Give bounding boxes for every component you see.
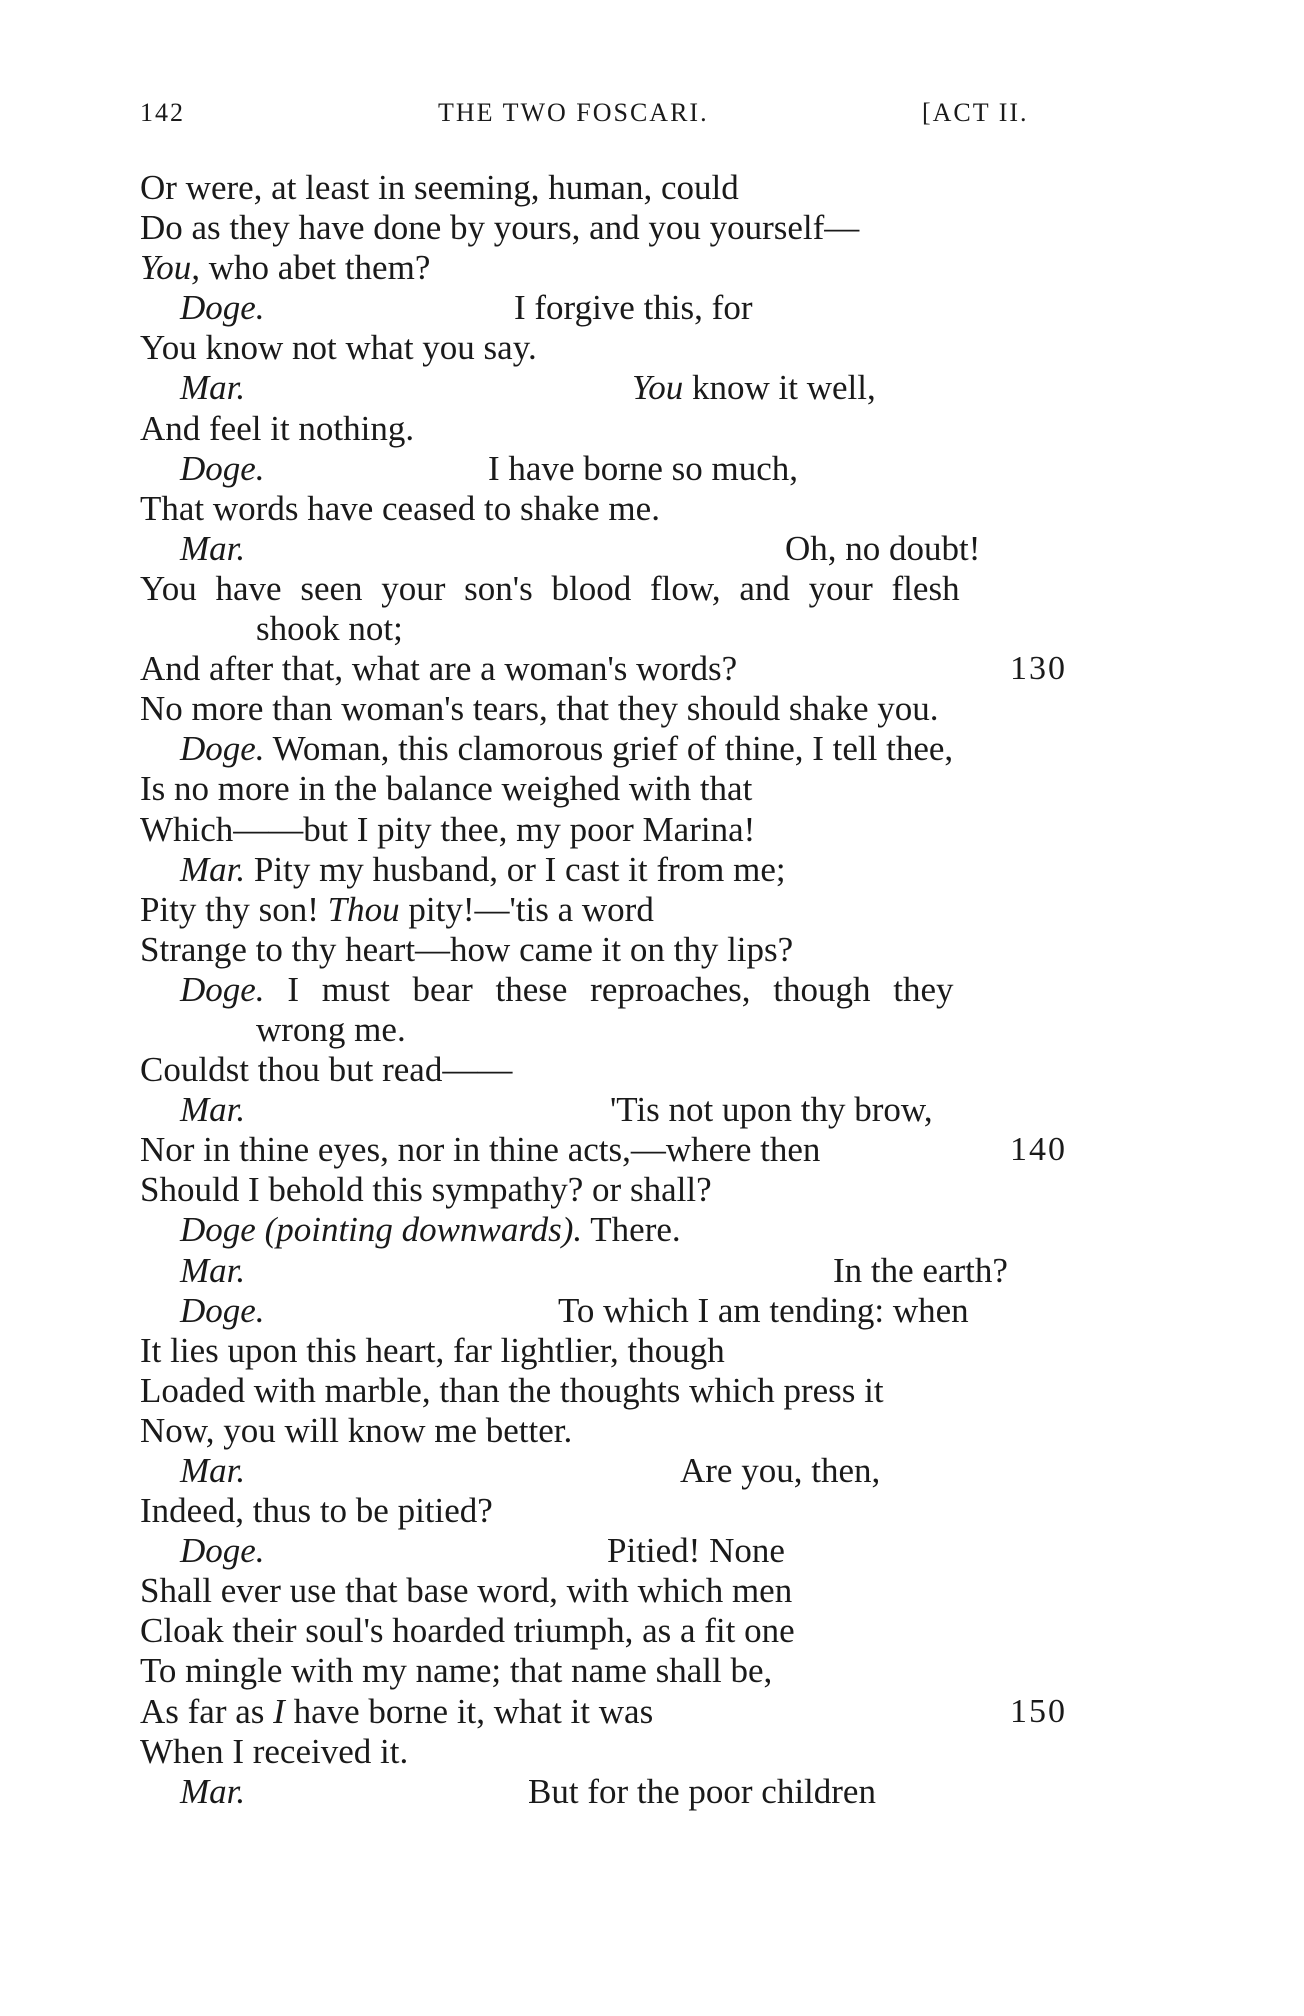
verse-text-span: have borne it, what it was <box>284 1691 654 1731</box>
verse-text-span: And after that, what are a woman's words? <box>140 649 738 689</box>
speech-text: Woman, this clamorous grief of thine, I tell thee, <box>264 729 954 769</box>
speaker-doge: Doge <box>180 1210 256 1250</box>
speaker-doge: Doge. <box>180 448 265 488</box>
speech-line <box>140 1451 1070 1491</box>
emphasis: Thou <box>327 889 400 929</box>
speaker-marina: Mar. <box>180 1771 246 1811</box>
verse-line <box>140 248 1070 288</box>
emphasis: I <box>273 1691 285 1731</box>
verse-text-span: Pity thy son! <box>140 889 328 929</box>
verse-text <box>140 168 1070 1812</box>
verse-line <box>140 890 1070 930</box>
verse-line <box>140 1692 1070 1732</box>
speaker-doge: Doge. <box>180 288 265 328</box>
speaker-marina: Mar. <box>180 1250 246 1290</box>
verse-line: When I received it. <box>140 1731 409 1771</box>
speech-text: 'Tis not upon thy brow, <box>610 1090 933 1130</box>
speech-text: I forgive this, for <box>514 288 753 328</box>
act-label: [ACT II. <box>922 98 1029 127</box>
verse-line: That words have ceased to shake me. <box>140 488 660 528</box>
speaker-marina: Mar. <box>180 849 246 889</box>
speech-line <box>140 1531 1070 1571</box>
verse-text-span: who abet them? <box>200 248 431 288</box>
verse-line: Is no more in the balance weighed with that <box>140 769 753 809</box>
speaker-marina: Mar. <box>180 1090 246 1130</box>
verse-line: And feel it nothing. <box>140 408 415 448</box>
verse-line <box>140 1130 1070 1170</box>
verse-line: You have seen your son's blood flow, and your flesh <box>140 568 960 608</box>
speaker-marina: Mar. <box>180 1451 246 1490</box>
verse-text-span: pity!—'tis a word <box>399 889 654 929</box>
verse-line: To mingle with my name; that name shall be, <box>140 1651 773 1691</box>
speech-text: To which I am tending: when <box>558 1290 969 1330</box>
page-number: 142 <box>140 98 185 127</box>
stage-direction: (pointing downwards). <box>255 1210 583 1250</box>
speech-line <box>140 1090 1070 1130</box>
verse-line-continued: wrong me. <box>256 1009 406 1049</box>
speaker-doge: Doge. <box>180 969 265 1009</box>
speaker-marina: Mar. <box>180 368 246 408</box>
verse-line: Couldst thou but read—— <box>140 1050 513 1090</box>
speech-line <box>140 449 1070 489</box>
verse-line: Should I behold this sympathy? or shall? <box>140 1170 712 1210</box>
verse-line <box>140 649 1070 689</box>
verse-line: Do as they have done by yours, and you yourself— <box>140 208 860 248</box>
speech-line <box>140 1772 1070 1812</box>
speaker-doge: Doge. <box>180 1531 265 1571</box>
verse-line: You know not what you say. <box>140 328 537 368</box>
verse-line-continued: shook not; <box>256 609 403 649</box>
speech-line <box>140 288 1070 328</box>
verse-line: Cloak their soul's hoarded triumph, as a fit one <box>140 1611 795 1651</box>
verse-line: Strange to thy heart—how came it on thy lips? <box>140 929 794 969</box>
verse-line: Loaded with marble, than the thoughts which press it <box>140 1370 884 1410</box>
speech-text: Pity my husband, or I cast it from me; <box>245 849 786 889</box>
verse-line: Shall ever use that base word, with which men <box>140 1571 793 1611</box>
speech-text: Are you, then, <box>680 1451 881 1490</box>
verse-line: Or were, at least in seeming, human, could <box>140 168 739 207</box>
speech-line <box>140 729 1070 769</box>
running-title: THE TWO FOSCARI. <box>438 98 709 127</box>
verse-text-span: know it well, <box>683 368 876 408</box>
speaker-doge: Doge. <box>180 1290 265 1330</box>
speaker-doge: Doge. <box>180 729 265 769</box>
speaker-marina: Mar. <box>180 528 246 568</box>
speech-text <box>632 368 876 408</box>
verse-line: It lies upon this heart, far lightlier, though <box>140 1330 725 1370</box>
speech-text: There. <box>582 1210 681 1250</box>
emphasis: You, <box>140 248 201 288</box>
verse-text-span: Nor in thine eyes, nor in thine acts,—where then <box>140 1130 821 1170</box>
speech-text: But for the poor children <box>528 1771 876 1811</box>
line-number: 150 <box>1010 1692 1067 1730</box>
speech-line <box>140 1251 1070 1291</box>
speech-text: I must bear these reproaches, though they <box>264 969 954 1009</box>
speech-line <box>140 1291 1070 1331</box>
verse-line: Which——but I pity thee, my poor Marina! <box>140 809 756 849</box>
verse-line: Now, you will know me better. <box>140 1410 573 1450</box>
emphasis: You <box>632 368 684 408</box>
verse-line: Indeed, thus to be pitied? <box>140 1491 493 1531</box>
speech-line <box>140 850 1070 890</box>
speech-line <box>140 1210 1070 1250</box>
line-number: 130 <box>1010 650 1067 688</box>
speech-text: Pitied! None <box>607 1531 785 1571</box>
verse-text-span: As far as <box>140 1691 274 1731</box>
verse-line: No more than woman's tears, that they should shake you. <box>140 689 939 729</box>
speech-text: In the earth? <box>833 1250 1008 1290</box>
speech-line <box>140 529 1070 569</box>
speech-line <box>140 970 1070 1010</box>
speech-text: Oh, no doubt! <box>785 528 981 568</box>
line-number: 140 <box>1010 1131 1067 1169</box>
speech-line <box>140 368 1070 408</box>
speech-text: I have borne so much, <box>488 448 799 488</box>
